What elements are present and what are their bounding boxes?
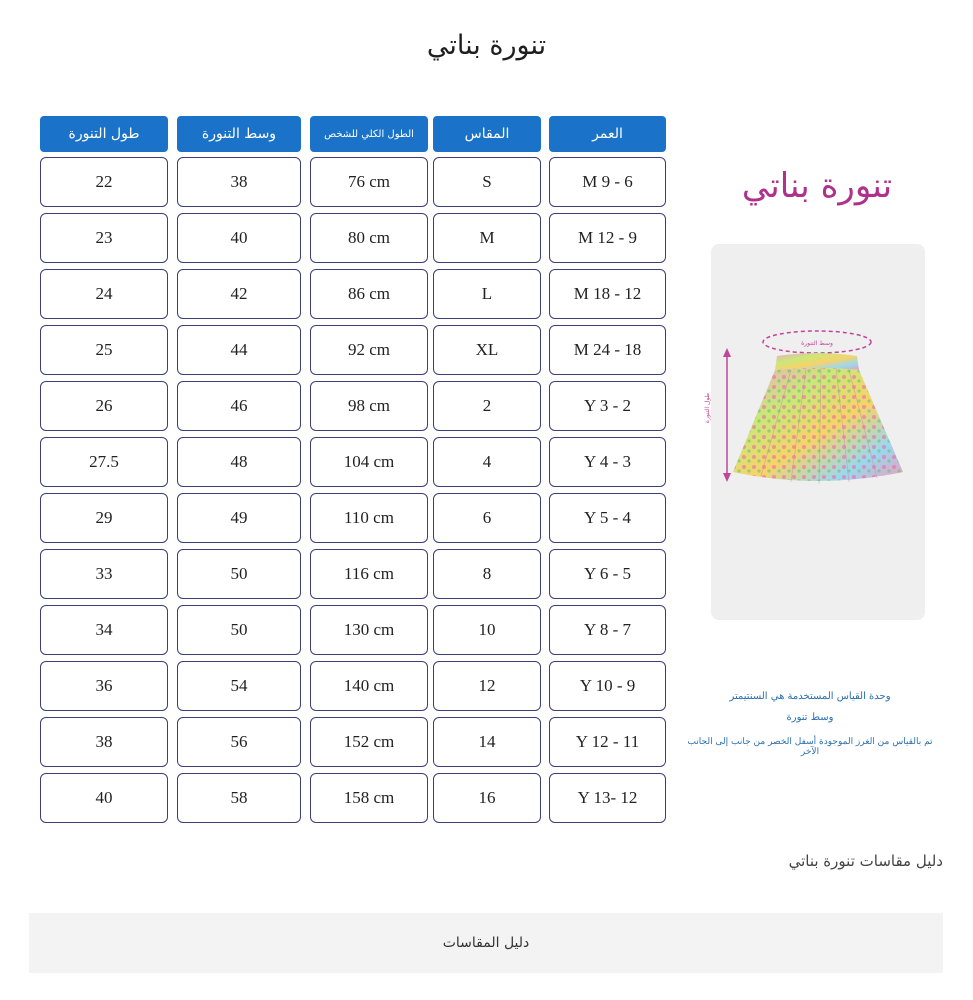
cell-skirt-length: 22 (40, 157, 168, 207)
cell-size: 2 (433, 381, 541, 431)
cell-size: 10 (433, 605, 541, 655)
skirt-image (704, 244, 925, 620)
unit-note: وحدة القياس المستخدمة هي السنتيمتر (729, 691, 891, 702)
cell-age: M 24 - 18 (549, 325, 666, 375)
cell-skirt-waist: 50 (177, 549, 301, 599)
table-row (40, 661, 666, 717)
cell-age: Y 10 - 9 (549, 661, 666, 711)
cell-total-height: 80 cm (310, 213, 428, 263)
table-row (40, 549, 666, 605)
cell-size: 6 (433, 493, 541, 543)
cell-skirt-waist: 49 (177, 493, 301, 543)
cell-total-height: 110 cm (310, 493, 428, 543)
cell-age: Y 6 - 5 (549, 549, 666, 599)
cell-age: Y 8 - 7 (549, 605, 666, 655)
header-age: العمر (549, 116, 666, 152)
cell-skirt-length: 33 (40, 549, 168, 599)
table-header-row (40, 116, 666, 152)
table-row (40, 717, 666, 773)
cell-total-height: 158 cm (310, 773, 428, 823)
cell-age: M 9 - 6 (549, 157, 666, 207)
waist-note-title: وسط تنورة (786, 712, 834, 723)
cell-age: M 12 - 9 (549, 213, 666, 263)
cell-size: S (433, 157, 541, 207)
cell-skirt-waist: 38 (177, 157, 301, 207)
cell-skirt-waist: 58 (177, 773, 301, 823)
product-title: تنورة بناتي (741, 166, 893, 206)
table-row (40, 773, 666, 829)
cell-skirt-length: 36 (40, 661, 168, 711)
cell-total-height: 130 cm (310, 605, 428, 655)
cell-size: 12 (433, 661, 541, 711)
table-row (40, 381, 666, 437)
waist-note-text: تم بالقياس من الغرز الموجودة أسفل الخصر من جانب إلى الجانب الآخر (687, 737, 933, 757)
cell-skirt-length: 34 (40, 605, 168, 655)
cell-skirt-length: 23 (40, 213, 168, 263)
cell-size: 4 (433, 437, 541, 487)
cell-age: Y 12 - 11 (549, 717, 666, 767)
table-row (40, 325, 666, 381)
cell-age: M 18 - 12 (549, 269, 666, 319)
cell-age: Y 4 - 3 (549, 437, 666, 487)
cell-skirt-waist: 54 (177, 661, 301, 711)
cell-total-height: 76 cm (310, 157, 428, 207)
cell-total-height: 86 cm (310, 269, 428, 319)
size-chart-table (40, 116, 666, 829)
cell-size: M (433, 213, 541, 263)
cell-skirt-waist: 40 (177, 213, 301, 263)
table-row (40, 605, 666, 661)
skirt-illustration (704, 244, 925, 620)
cell-skirt-length: 26 (40, 381, 168, 431)
cell-skirt-length: 25 (40, 325, 168, 375)
cell-size: 8 (433, 549, 541, 599)
table-row (40, 493, 666, 549)
cell-size: XL (433, 325, 541, 375)
cell-skirt-length: 38 (40, 717, 168, 767)
cell-age: Y 13- 12 (549, 773, 666, 823)
table-row (40, 157, 666, 213)
cell-skirt-length: 24 (40, 269, 168, 319)
waist-label: وسط التنورة (801, 340, 833, 347)
cell-skirt-length: 27.5 (40, 437, 168, 487)
table-row (40, 269, 666, 325)
cell-age: Y 3 - 2 (549, 381, 666, 431)
page-title: تنورة بناتي (426, 30, 547, 61)
cell-total-height: 116 cm (310, 549, 428, 599)
cell-total-height: 104 cm (310, 437, 428, 487)
cell-total-height: 92 cm (310, 325, 428, 375)
cell-total-height: 152 cm (310, 717, 428, 767)
cell-total-height: 98 cm (310, 381, 428, 431)
cell-skirt-waist: 50 (177, 605, 301, 655)
table-row (40, 437, 666, 493)
header-skirt-length: طول التنورة (40, 116, 168, 152)
table-row (40, 213, 666, 269)
cell-skirt-waist: 42 (177, 269, 301, 319)
cell-skirt-waist: 48 (177, 437, 301, 487)
cell-skirt-length: 29 (40, 493, 168, 543)
cell-size: 14 (433, 717, 541, 767)
header-size: المقاس (433, 116, 541, 152)
size-guide-button[interactable]: دليل المقاسات (29, 913, 943, 973)
cell-age: Y 5 - 4 (549, 493, 666, 543)
size-guide-caption: دليل مقاسات تنورة بناتي (788, 852, 943, 870)
cell-skirt-waist: 56 (177, 717, 301, 767)
cell-size: L (433, 269, 541, 319)
cell-size: 16 (433, 773, 541, 823)
length-label: طول التنورة (704, 392, 711, 424)
header-total-height: الطول الكلي للشخص (310, 116, 428, 152)
header-skirt-waist: وسط التنورة (177, 116, 301, 152)
cell-skirt-waist: 46 (177, 381, 301, 431)
cell-total-height: 140 cm (310, 661, 428, 711)
cell-skirt-waist: 44 (177, 325, 301, 375)
cell-skirt-length: 40 (40, 773, 168, 823)
